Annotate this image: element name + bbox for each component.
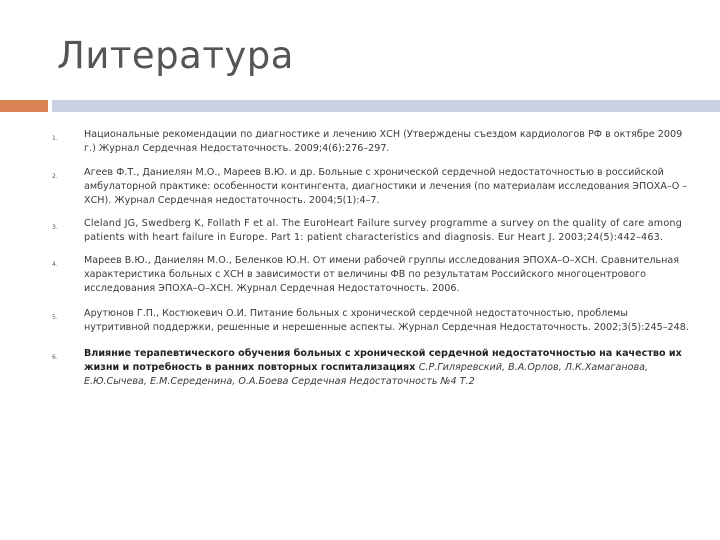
reference-text: Агеев Ф.Т., Даниелян М.О., Мареев В.Ю. и др. Больные с хронической сердечной недостаточностью в российской амбулаторной практике: особенности контингента, диагностики и лечения (по материалам исследования ЭПОХА–О –ХСН). Журнал Сердечная недостаточность. 2004;5(1):4–7.: [84, 167, 688, 206]
list-item: [52, 166, 692, 208]
divider-bar: [52, 100, 720, 112]
reference-text: Национальные рекомендации по диагностике и лечению ХСН (Утверждены съездом кардиологов РФ в октябре 2009 г.) Журнал Сердечная Недостаточность. 2009;4(6):276–297.: [84, 129, 683, 154]
list-number: 4.: [52, 261, 58, 268]
list-item: [52, 254, 692, 296]
reference-title: Влияние терапевтического обучения больных с хронической сердечной недостаточностью на качество их жизни и потребность в ранних повторных госпитализациях: [84, 348, 682, 373]
list-item: [52, 307, 692, 335]
reference-text: [84, 347, 692, 389]
reference-text: Арутюнов Г.П., Костюкевич О.И. Питание больных с хронической сердечной недостаточностью, проблемы нутритивной поддержки, решенные и нерешенные аспекты. Журнал Сердечная Недостаточность. 2002;3(5):245–248.: [84, 308, 689, 333]
list-item: [52, 128, 692, 156]
list-number: 5.: [52, 314, 58, 321]
list-item: [52, 217, 692, 245]
list-number: 2.: [52, 173, 58, 180]
list-item: [52, 347, 692, 389]
reference-text: Мареев В.Ю., Даниелян М.О., Беленков Ю.Н. От имени рабочей группы исследования ЭПОХА–О–ХСН. Сравнительная характеристика больных с ХСН в зависимости от величины ФВ по результатам Российского многоцентрового исследования ЭПОХА–О–ХСН. Журнал Сердечная Недостаточность. 2006.: [84, 255, 680, 294]
list-number: 6.: [52, 354, 58, 361]
reference-text: Cleland JG, Swedberg K, Follath F et al. The EuroHeart Failure survey programme a survey on the quality of care among patients with heart failure in Europe. Part 1: patient characteristics and diagnosis. Eur Heart J. 2003;24(5):442–463.: [84, 218, 682, 243]
reference-authors: С.Р.Гиляревский, В.А.Орлов, Л.К.Хамаганова, Е.Ю.Сычева, Е.М.Середенина, О.А.Боева Сердечная Недостаточность №4 Т.2: [84, 362, 649, 387]
accent-bar: [0, 100, 48, 112]
page-title: Литература: [57, 34, 294, 77]
list-number: 3.: [52, 224, 59, 231]
list-number: 1.: [52, 135, 58, 142]
reference-list: [52, 128, 692, 389]
